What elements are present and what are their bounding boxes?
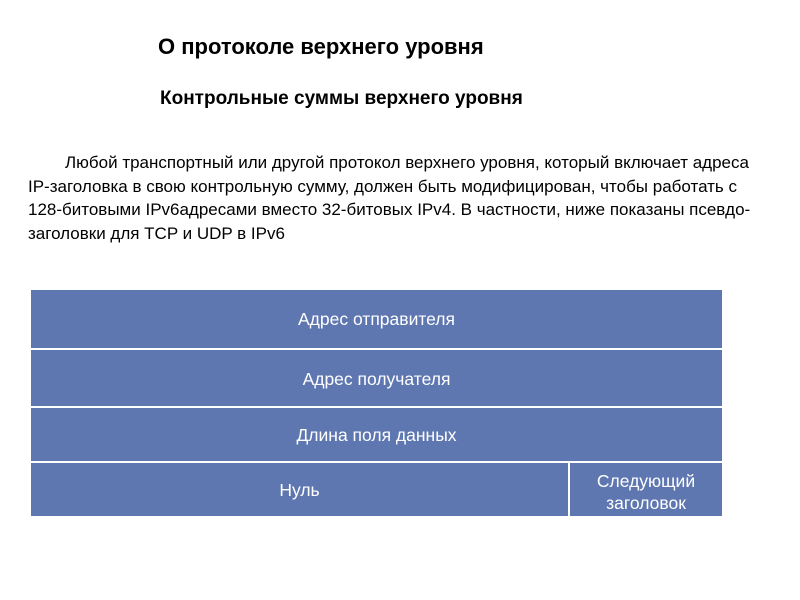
data-length-row (31, 406, 722, 463)
section-subtitle: Контрольные суммы верхнего уровня (160, 88, 523, 109)
body-paragraph: Любой транспортный или другой протокол верхнего уровня, который включает адреса IP-заголовка в свою контрольную сумму, должен быть модифицирован, чтобы работать с 128-битовыми IPv6адресами вместо 32-битовых IPv4. В частности, ниже показаны псевдо-заголовки для TCP и UDP в IPv6 (28, 153, 751, 243)
destination-address-label: Адрес получателя (302, 368, 451, 389)
page-title: О протоколе верхнего уровня (158, 34, 484, 59)
source-address-row (31, 290, 722, 348)
source-address-label: Адрес отправителя (298, 308, 455, 329)
destination-address-row (31, 348, 722, 408)
next-header-label-line1: Следующий (596, 470, 696, 491)
next-header-cell (568, 463, 722, 518)
zero-next-header-row (31, 461, 722, 518)
next-header-label-line2: заголовок (606, 492, 686, 513)
data-length-label: Длина поля данных (296, 425, 457, 445)
zero-label: Нуль (279, 480, 320, 500)
zero-cell (31, 463, 568, 518)
pseudo-header-diagram (30, 289, 723, 517)
